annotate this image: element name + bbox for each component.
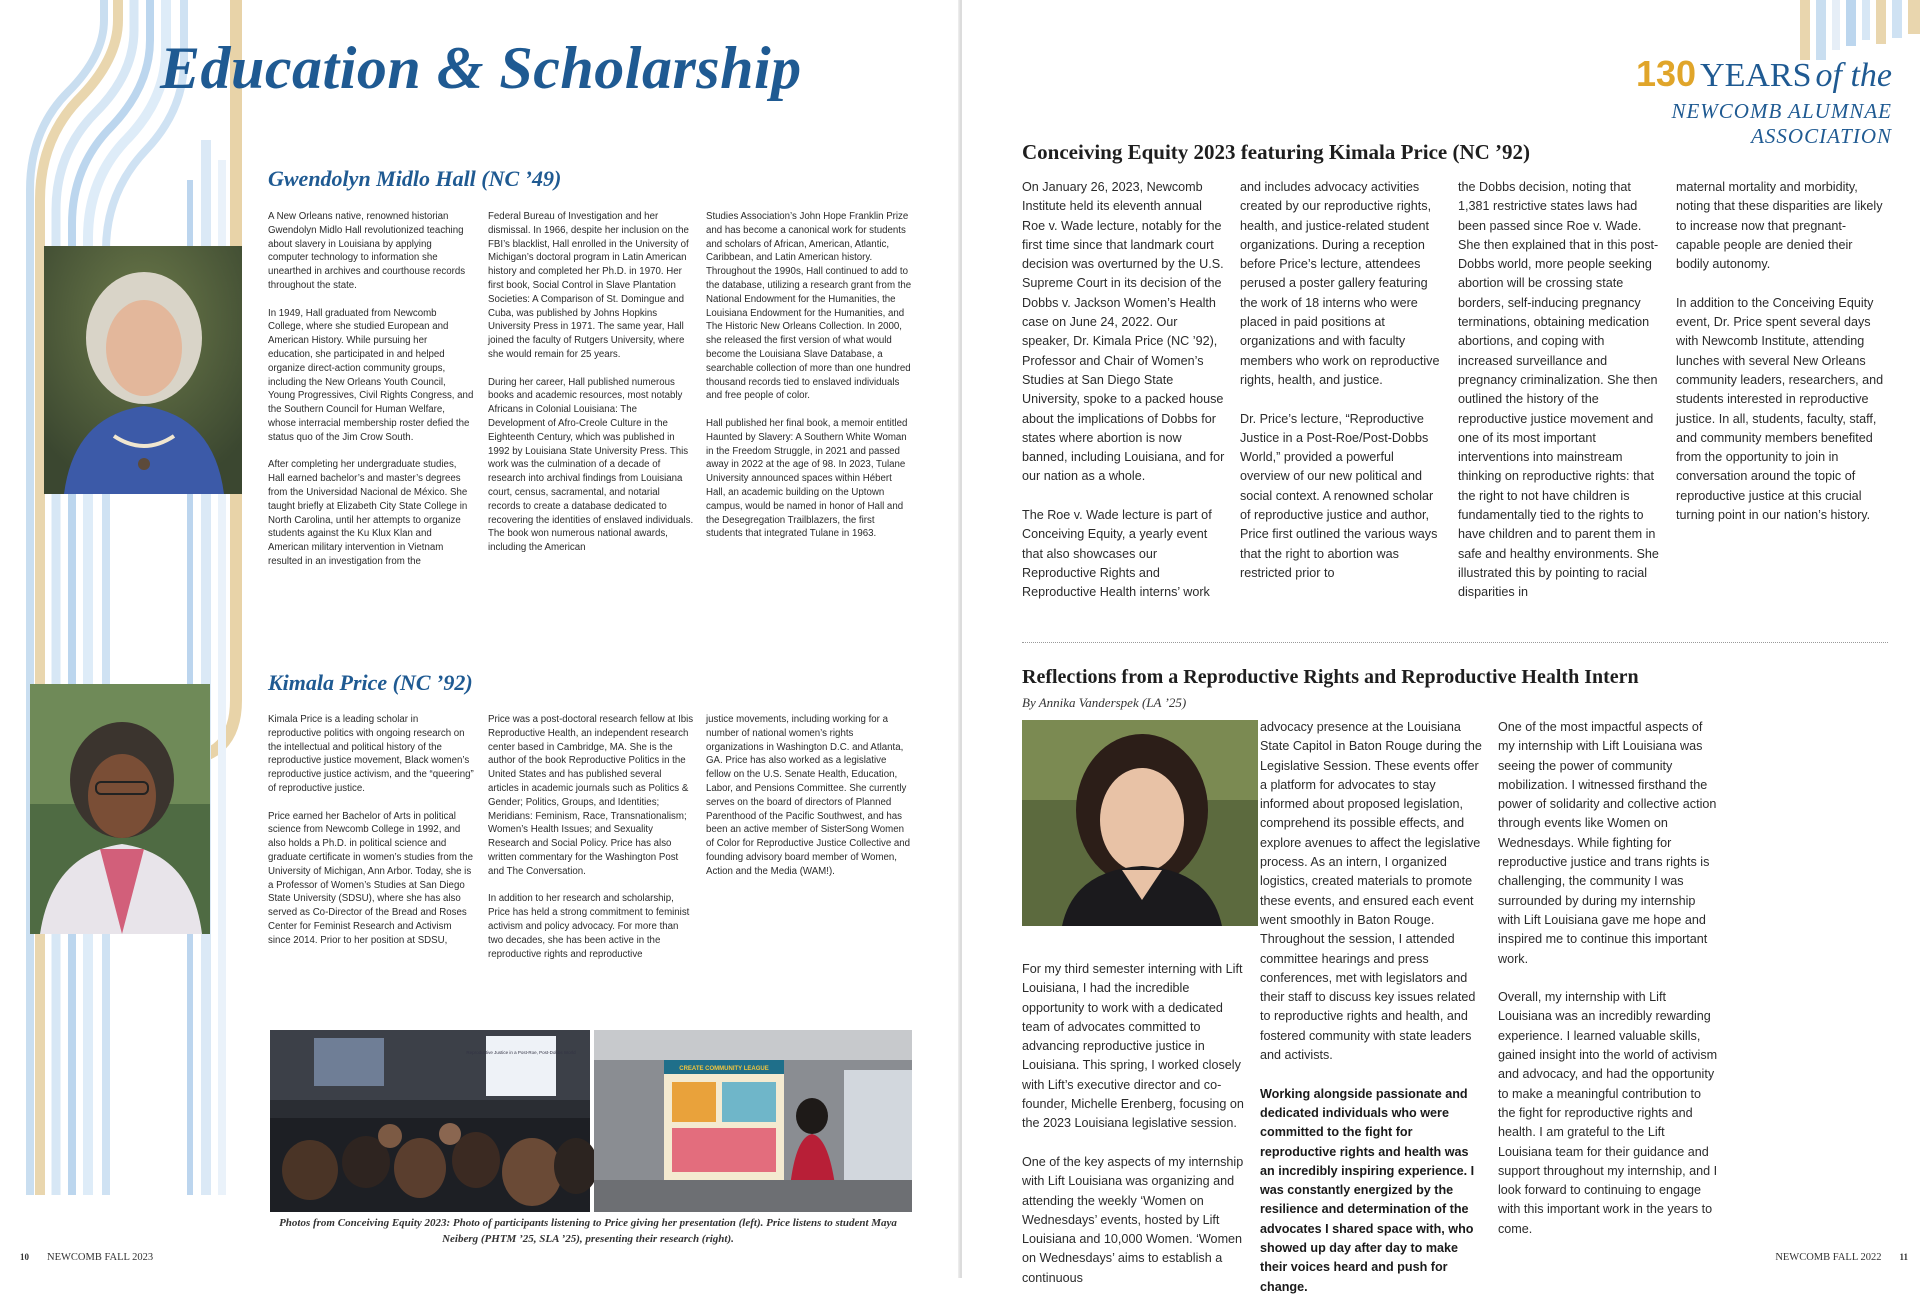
paragraph: and includes advocacy activities created by our reproductive rights, health, and justice-related student organizations. During a reception before Price’s lecture, attendees perused a poster gallery featuring the work of 18 interns who were placed in paid positions at organizations and with faculty members who work on reproductive rights, health, and justice. — [1240, 180, 1440, 387]
equity-col-3 — [1458, 178, 1662, 622]
price-col-2 — [488, 713, 694, 975]
paragraph: Federal Bureau of Investigation and her dismissal. In 1966, despite her inclusion on the FBI’s blacklist, Hall enrolled in the University of Michigan’s doctoral program in Latin American history and completed her Ph.D. in 1970. Her first book, Social Control in Slave Plantation Societies: A Comparison of St. Domingue and Cuba, was published by Johns Hopkins University Press in 1971. The same year, Hall joined the faculty of Rutgers University, where she would remain for 25 years. — [488, 211, 689, 360]
article-divider — [1022, 642, 1888, 643]
paragraph: Price was a post-doctoral research fellow at Ibis Reproductive Health, an independent research center based in Cambridge, MA. She is the author of the book Reproductive Politics in the United States and has published several articles in academic journals such as Politics & Gender; Politics, Groups, and Identities; Meridians: Feminism, Race, Transnationalism; Women’s Health Issues; and Sexuality Research and Social Policy. Price has also written commentary for the Washington Post and The Conversation. — [488, 714, 694, 877]
paragraph: After completing her undergraduate studies, Hall earned bachelor’s and master’s degrees from the Universidad Nacional de México. She taught briefly at Elizabeth City State College in North Carolina, until her attempts to organize students against the Ku Klux Klan and American military intervention in Vietnam resulted in an investigation from the — [268, 459, 468, 567]
paragraph: maternal mortality and morbidity, noting that these disparities are likely to increase now that pregnant-capable people are denied their bodily autonomy. — [1676, 180, 1883, 272]
paragraph: A New Orleans native, renowned historian Gwendolyn Midlo Hall revolutionized teaching about slavery in Louisiana by applying computer technology to information she unearthed in archives and courthouse records throughout the state. — [268, 211, 466, 291]
reflections-col-3 — [1498, 718, 1720, 1258]
portrait-vanderspek — [1022, 720, 1258, 926]
poster-text: CREATE COMMUNITY LEAGUE — [679, 1066, 769, 1072]
paragraph: justice movements, including working for a number of national women’s rights organizations in Washington D.C. and Atlanta, GA. Price has also worked as a legislative fellow on the U.S. Senate Health, Education, Labor, and Pensions Committee. She currently serves on the board of directors of Planned Parenthood of the Pacific Southwest, and has been an active member of SisterSong Women of Color for Reproductive Justice Collective and founding advisory board member of Women, Action and the Media (WAM!). — [706, 714, 911, 877]
portrait-hall — [44, 246, 242, 494]
anniversary-logo — [1635, 53, 1892, 148]
price-col-1 — [268, 713, 474, 961]
event-photo-poster — [594, 1030, 912, 1212]
paragraph: Price earned her Bachelor of Arts in political science from Newcomb College in 1992, and also holds a Ph.D. in political science and graduate certificate in women’s studies from the University of Michigan, Ann Arbor. Today, she is a Professor of Women’s Studies at San Diego State University (SDSU), where she has also served as Co-Director of the Bread and Roses Center for Feminist Research and Activism since 2014. Prior to her position at SDSU, — [268, 810, 473, 946]
paragraph: In addition to her research and scholarship, Price has held a strong commitment to feminist activism and policy advocacy. For more than two decades, she has been active in the reproductive rights and reproductive — [488, 893, 690, 960]
pull-quote: Working alongside passionate and dedicated individuals who were committed to the fight for reproductive rights and health was an incredibly inspiring experience. I was constantly energized by the resilience and determination of the advocates I shared space with, who showed up day after day to make their voices heard and push for change. — [1260, 1086, 1475, 1294]
paragraph: In 1949, Hall graduated from Newcomb College, where she studied European and American History. While pursuing her education, she participated in and helped organize direct-action community groups, including the New Orleans Youth Council, Young Progressives, Civil Rights Congress, and the Southern Council for Human Welfare, whose interracial membership roster defied the status quo of the Jim Crow South. — [268, 307, 474, 443]
paragraph: For my third semester interning with Lift Louisiana, I had the incredible opportunity to work with a dedicated team of advocates committed to advancing reproductive justice in Louisiana. This spring, I worked closely with Lift’s executive director and co-founder, Michelle Erenberg, focusing on the 2023 Louisiana legislative session. — [1022, 962, 1244, 1131]
anniversary-number: 130 — [1635, 53, 1697, 94]
folio-text: NEWCOMB FALL 2022 — [1775, 1252, 1882, 1263]
portrait-price — [30, 684, 210, 934]
equity-col-1 — [1022, 178, 1226, 622]
paragraph: Dr. Price’s lecture, “Reproductive Justice in a Post-Roe/Post-Dobbs World,” provided a powerful overview of our new political and social context. A renowned scholar of reproductive justice and author, Price first outlined the various ways that the right to abortion was restricted prior to — [1240, 411, 1438, 580]
paragraph: One of the key aspects of my internship with Lift Louisiana was organizing and attending the weekly ‘Women on Wednesdays’ events, hosted by Lift Louisiana and 10,000 Women. ‘Women on Wednesdays’ aims to establish a continuous — [1022, 1154, 1244, 1285]
paragraph: advocacy presence at the Louisiana State Capitol in Baton Rouge during the Legislative Session. These events offer a platform for advocates to stay informed about proposed legislation, comprehend its possible effects, and explore avenues to affect the legislative process. As an intern, I organized logistics, created materials to promote these events, and ensured each event went smoothly in Baton Rouge. Throughout the session, I attended committee hearings and press conferences, met with legislators and their staff to discuss key issues related to reproductive rights and health, and fostered community with state leaders and activists. — [1260, 720, 1482, 1063]
paragraph: the Dobbs decision, noting that 1,381 restrictive states laws had been passed since Roe v. Wade. She then explained that in this post-Dobbs world, more people seeking abortion will be crossing state borders, self-inducing pregnancy terminations, obtaining medication abortions, and coping with increased surveillance and pregnancy criminalization. She then outlined the history of the reproductive justice movement and one of its most important interventions into mainstream thinking on reproductive rights: that the right to not have children is fundamentally tied to the rights to have children and to parent them in safe and healthy environments. She illustrated this by pointing to racial disparities in — [1458, 180, 1659, 600]
price-col-3 — [706, 713, 912, 892]
paragraph: In addition to the Conceiving Equity event, Dr. Price spent several days with Newcomb Institute, attending lunches with several New Orleans community leaders, researchers, and students interested in reproductive justice. In all, students, faculty, staff, and community members benefited from the opportunity to join in conversation around the topic of reproductive justice at this crucial turning point in our nation’s history. — [1676, 295, 1884, 523]
paragraph: Kimala Price is a leading scholar in reproductive politics with ongoing research on the intellectual and political history of the reproductive justice movement, Black women’s reproductive justice activism, and the “queering” of reproductive justice. — [268, 714, 474, 794]
paragraph: Studies Association’s John Hope Franklin Prize and has become a canonical work for students and scholars of African, American, Atlantic, Caribbean, and Latin American history. Throughout the 1990s, Hall continued to add to the database, utilizing a research grant from the National Endowment for the Humanities, the Louisiana Endowment for the Humanities, and The Historic New Orleans Collection. In 2000, she released the first version of what would become the Louisiana Slave Database, a searchable collection of more than one hundred thousand records tied to enslaved individuals and free people of color. — [706, 211, 912, 402]
equity-col-4 — [1676, 178, 1886, 545]
hall-col-2 — [488, 210, 694, 569]
hall-col-3 — [706, 210, 912, 555]
anniversary-line3: ASSOCIATION — [1751, 124, 1892, 148]
article-title-reflections: Reflections from a Reproductive Rights and Reproductive Health Intern — [1022, 666, 1639, 688]
decorative-stripes — [1800, 0, 1920, 60]
paragraph: Hall published her final book, a memoir entitled Haunted by Slavery: A Southern White Woman in the Freedom Struggle, in 2021 and passed away in 2022 at the age of 98. In 2023, Tulane University announced spaces within Hébert Hall, an academic building on the Uptown campus, would be named in honor of Hall and the Desegregation Trailblazers, the first students that integrated Tulane in 1963. — [706, 417, 908, 540]
byline: By Annika Vanderspek (LA ’25) — [1022, 695, 1187, 710]
anniversary-line2: NEWCOMB ALUMNAE — [1671, 99, 1892, 123]
paragraph: On January 26, 2023, Newcomb Institute held its eleventh annual Roe v. Wade lecture, notably for the first time since that landmark court decision was overturned by the U.S. Supreme Court in its decision of the Dobbs v. Jackson Women’s Health case on June 24, 2022. Our speaker, Dr. Kimala Price (NC ’92), Professor and Chair of Women’s Studies at San Diego State University, spoke to a packed house about the implications of Dobbs for states where abortion is now banned, including Louisiana, and for our nation as a whole. — [1022, 180, 1225, 484]
reflections-col-2 — [1260, 718, 1482, 1316]
page-number: 11 — [1899, 1252, 1908, 1262]
paragraph: The Roe v. Wade lecture is part of Conceiving Equity, a yearly event that also showcases our Reproductive Rights and Reproductive Health interns’ work — [1022, 508, 1212, 600]
equity-col-2 — [1240, 178, 1444, 603]
folio-right — [1775, 1252, 1908, 1263]
reflections-col-1 — [1022, 960, 1244, 1307]
section-title: Education & Scholarship — [160, 35, 802, 101]
folio-text: NEWCOMB FALL 2023 — [47, 1252, 154, 1263]
person-name-hall: Gwendolyn Midlo Hall (NC ’49) — [268, 166, 562, 191]
screen-text: Reproductive Justice in a Post-Roe, Post-Dobbs World — [466, 1050, 576, 1055]
paragraph: During her career, Hall published numerous books and academic resources, most notably Africans in Colonial Louisiana: The Development of Afro-Creole Culture in the Eighteenth Century, which was published in 1992 by Louisiana State University Press. This work was the culmination of a decade of research into archival findings from Louisiana court, census, sacramental, and notarial records to create a database dedicated to recovering the identities of enslaved individuals. The book won numerous national awards, including the American — [488, 376, 694, 554]
folio-left — [20, 1252, 153, 1263]
page-number: 10 — [20, 1252, 29, 1262]
paragraph: Overall, my internship with Lift Louisiana was an incredibly rewarding experience. I learned valuable skills, gained insight into the world of activism and advocacy, and had the opportunity to make a meaningful contribution to the fight for reproductive rights and health. I am grateful to the Lift Louisiana team for their guidance and support throughout my internship, and I look forward to continuing to engage with this important work in the years to come. — [1498, 990, 1718, 1236]
left-page — [0, 0, 960, 1278]
right-page — [962, 0, 1920, 1294]
hall-col-1 — [268, 210, 474, 583]
anniversary-word: YEARS — [1700, 57, 1812, 94]
anniversary-of-the: of the — [1815, 57, 1892, 94]
person-name-price: Kimala Price (NC ’92) — [268, 670, 473, 695]
article-title-conceiving-equity: Conceiving Equity 2023 featuring Kimala Price (NC ’92) — [1022, 140, 1531, 164]
event-photo-audience — [270, 1030, 590, 1212]
decorative-curves — [0, 0, 260, 1200]
paragraph: One of the most impactful aspects of my internship with Lift Louisiana was seeing the power of community mobilization. I witnessed firsthand the power of solidarity and collective action through events like Women on Wednesdays. While fighting for reproductive justice and trans rights is challenging, the community I was surrounded by during my internship with Lift Louisiana gave me hope and inspired me to continue this important work. — [1498, 720, 1717, 966]
photo-caption: Photos from Conceiving Equity 2023: Photo of participants listening to Price giving her presentation (left). Price listens to student Maya Neiberg (PHTM ’25, SLA ’25), presenting their research (right). — [279, 1217, 897, 1245]
